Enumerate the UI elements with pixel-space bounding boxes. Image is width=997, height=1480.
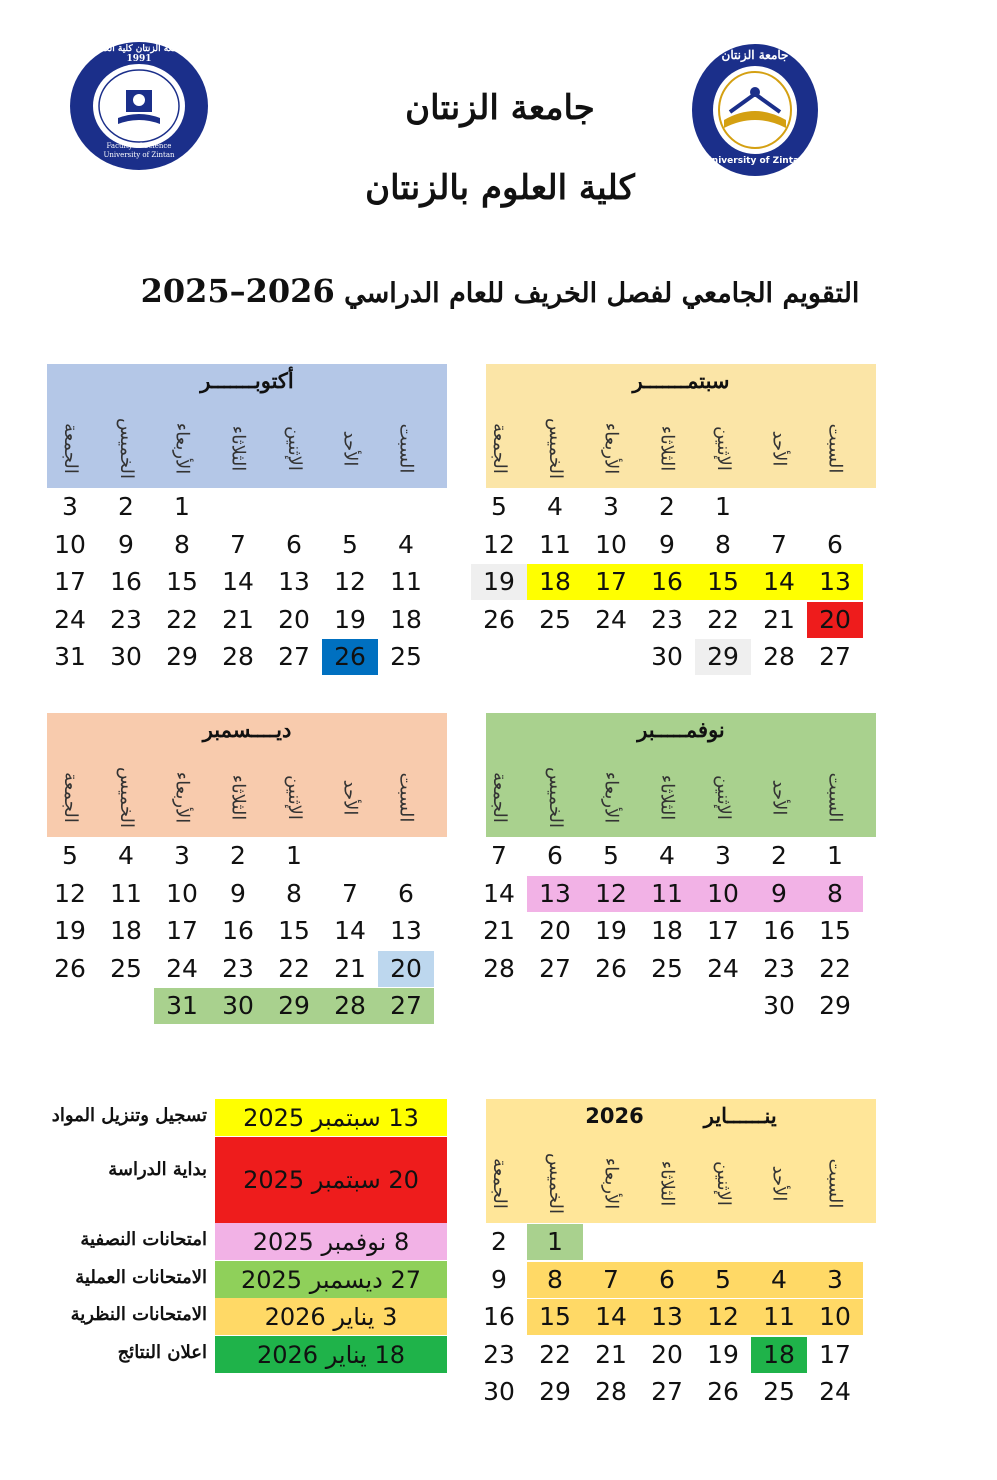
weekday-label: الأحد — [339, 779, 361, 815]
date-cell: 10 — [595, 529, 627, 559]
date-cell: 14 — [483, 878, 515, 908]
weekday-header — [98, 757, 154, 837]
date-cell: 29 — [707, 642, 739, 671]
date-cell: 22 — [166, 604, 198, 634]
date-cell: 10 — [819, 1302, 851, 1331]
weekday-header — [527, 757, 583, 837]
date-cell: 28 — [483, 953, 515, 983]
month-title-november — [486, 717, 876, 742]
weekday-header — [807, 408, 863, 488]
month-name: أكتوبـــــــر — [200, 368, 294, 393]
date-cell: 13 — [278, 567, 310, 596]
legend-label: امتحانات النصفية — [80, 1229, 207, 1250]
date-cell: 18 — [539, 567, 571, 596]
date-cell: 27 — [539, 953, 571, 983]
date-cell: 3 — [603, 492, 619, 521]
weekday-label: الأربعاء — [600, 771, 622, 823]
date-cell: 8 — [547, 1264, 563, 1294]
weekday-header — [210, 408, 266, 488]
weekday-label: الجمعة — [59, 771, 81, 823]
date-cell: 7 — [603, 1264, 619, 1294]
weekday-header — [322, 757, 378, 837]
date-cell: 12 — [483, 529, 515, 559]
date-cell: 22 — [278, 953, 310, 983]
date-cell: 6 — [659, 1264, 675, 1294]
date-cell: 16 — [763, 916, 795, 945]
date-cell: 17 — [54, 567, 86, 596]
date-cell: 30 — [222, 991, 254, 1020]
date-cell: 11 — [390, 567, 422, 596]
weekday-label: الأحد — [768, 430, 790, 466]
legend-date-box: 20 سبتمبر 2025 — [215, 1137, 447, 1223]
date-cell: 21 — [763, 604, 795, 634]
date-cell: 20 — [278, 604, 310, 634]
legend-date-box: 3 يناير 2026 — [215, 1298, 447, 1335]
month-title-october — [47, 368, 447, 393]
weekday-header — [583, 757, 639, 837]
date-cell: 12 — [54, 878, 86, 908]
date-cell: 26 — [595, 953, 627, 983]
legend-label: بداية الدراسة — [108, 1159, 207, 1180]
weekday-label: الإثنين — [712, 774, 734, 820]
university-title: جامعة الزنتان — [405, 88, 595, 128]
weekday-label: الثلاثاء — [656, 1160, 678, 1206]
date-cell: 21 — [483, 916, 515, 945]
date-cell: 15 — [707, 567, 739, 596]
date-cell: 25 — [390, 642, 422, 671]
date-cell: 13 — [390, 916, 422, 945]
date-cell: 25 — [651, 953, 683, 983]
legend-label: تسجيل وتنزيل المواد — [51, 1105, 207, 1126]
date-cell: 4 — [771, 1264, 787, 1294]
weekday-label: الجمعة — [488, 1157, 510, 1209]
date-cell: 25 — [110, 953, 142, 983]
date-cell: 24 — [707, 953, 739, 983]
weekday-label: الخميس — [544, 417, 566, 479]
weekday-label: الأحد — [768, 1165, 790, 1201]
date-cell: 8 — [286, 878, 302, 908]
date-cell: 22 — [819, 953, 851, 983]
date-cell: 24 — [166, 953, 198, 983]
date-cell: 6 — [398, 878, 414, 908]
date-cell: 16 — [483, 1302, 515, 1331]
date-cell: 8 — [715, 529, 731, 559]
weekday-header — [266, 408, 322, 488]
weekday-label: الأربعاء — [600, 1157, 622, 1209]
date-cell: 8 — [174, 529, 190, 559]
legend-date-box: 8 نوفمبر 2025 — [215, 1223, 447, 1260]
faculty-title: كلية العلوم بالزنتان — [365, 168, 635, 208]
weekday-label: الأربعاء — [171, 422, 193, 474]
date-cell: 13 — [819, 567, 851, 596]
legend-date-box: 13 سبتمبر 2025 — [215, 1099, 447, 1136]
date-cell: 16 — [110, 567, 142, 596]
university-logo-arabic-text: جامعة الزنتان — [721, 48, 789, 62]
date-cell: 10 — [54, 529, 86, 559]
date-cell: 4 — [547, 492, 563, 521]
weekday-header — [639, 757, 695, 837]
weekday-header — [807, 1143, 863, 1223]
date-cell: 9 — [230, 878, 246, 908]
month-year: 2026 — [585, 1104, 644, 1128]
weekday-header — [154, 757, 210, 837]
date-cell: 19 — [707, 1339, 739, 1369]
month-name: نوفمـــــبر — [637, 717, 725, 742]
date-cell: 12 — [334, 567, 366, 596]
date-cell: 3 — [715, 841, 731, 870]
date-cell: 14 — [222, 567, 254, 596]
date-cell: 19 — [483, 567, 515, 596]
weekday-label: الإثنين — [712, 1160, 734, 1206]
date-cell: 27 — [278, 642, 310, 671]
date-cell: 1 — [174, 492, 190, 521]
month-november — [483, 713, 876, 1033]
date-cell: 2 — [659, 492, 675, 521]
date-cell: 11 — [651, 878, 683, 908]
weekday-label: الثلاثاء — [227, 425, 249, 471]
date-cell: 25 — [763, 1377, 795, 1406]
date-cell: 11 — [763, 1302, 795, 1331]
date-cell: 24 — [595, 604, 627, 634]
month-title-september — [486, 368, 876, 393]
date-cell: 17 — [595, 567, 627, 596]
weekday-label: الجمعة — [488, 771, 510, 823]
date-cell: 15 — [166, 567, 198, 596]
date-cell: 17 — [819, 1339, 851, 1369]
weekday-header — [695, 757, 751, 837]
date-cell: 16 — [651, 567, 683, 596]
weekday-header — [42, 408, 98, 488]
date-cell: 7 — [342, 878, 358, 908]
date-cell: 31 — [54, 642, 86, 671]
weekday-header — [639, 408, 695, 488]
date-cell: 26 — [334, 642, 366, 671]
weekday-label: الثلاثاء — [656, 425, 678, 471]
weekday-label: الأربعاء — [171, 771, 193, 823]
date-cell: 19 — [54, 916, 86, 945]
legend-date-box: 27 ديسمبر 2025 — [215, 1261, 447, 1298]
date-cell: 13 — [539, 878, 571, 908]
weekday-header — [378, 408, 434, 488]
date-cell: 27 — [819, 642, 851, 671]
weekday-header — [527, 408, 583, 488]
weekday-label: الخميس — [115, 417, 137, 479]
date-cell: 21 — [334, 953, 366, 983]
date-cell: 19 — [595, 916, 627, 945]
weekday-header — [210, 757, 266, 837]
weekday-label: الثلاثاء — [656, 774, 678, 820]
date-cell: 23 — [763, 953, 795, 983]
date-cell: 18 — [651, 916, 683, 945]
date-cell: 4 — [118, 841, 134, 870]
date-cell: 3 — [827, 1264, 843, 1294]
date-cell: 2 — [118, 492, 134, 521]
weekday-label: الثلاثاء — [227, 774, 249, 820]
weekday-header — [471, 1143, 527, 1223]
date-cell: 17 — [166, 916, 198, 945]
date-cell: 26 — [707, 1377, 739, 1406]
date-cell: 28 — [334, 991, 366, 1020]
date-cell: 13 — [651, 1302, 683, 1331]
date-cell: 26 — [54, 953, 86, 983]
date-cell: 11 — [110, 878, 142, 908]
weekday-label: الإثنين — [283, 425, 305, 471]
month-name: ينــــــاير — [703, 1103, 777, 1128]
weekday-label: الأربعاء — [600, 422, 622, 474]
weekday-header — [471, 408, 527, 488]
date-cell: 31 — [166, 991, 198, 1020]
date-cell: 3 — [62, 492, 78, 521]
month-title-january — [486, 1103, 876, 1128]
date-cell: 14 — [595, 1302, 627, 1331]
date-cell: 21 — [595, 1339, 627, 1369]
date-cell: 20 — [539, 916, 571, 945]
date-cell: 1 — [827, 841, 843, 870]
month-october — [47, 364, 447, 684]
weekday-header — [471, 757, 527, 837]
date-cell: 11 — [539, 529, 571, 559]
weekday-header — [42, 757, 98, 837]
date-cell: 23 — [483, 1339, 515, 1369]
date-cell: 2 — [771, 841, 787, 870]
date-cell: 22 — [707, 604, 739, 634]
date-cell: 4 — [398, 529, 414, 559]
date-cell: 14 — [763, 567, 795, 596]
date-cell: 21 — [222, 604, 254, 634]
date-cell: 6 — [827, 529, 843, 559]
date-cell: 28 — [763, 642, 795, 671]
date-cell: 1 — [547, 1227, 563, 1256]
date-cell: 17 — [707, 916, 739, 945]
date-cell: 5 — [62, 841, 78, 870]
date-cell: 20 — [390, 953, 422, 983]
date-cell: 28 — [222, 642, 254, 671]
date-cell: 23 — [651, 604, 683, 634]
date-cell: 5 — [491, 492, 507, 521]
legend-label: الامتحانات العملية — [75, 1267, 207, 1288]
date-cell: 25 — [539, 604, 571, 634]
date-cell: 7 — [771, 529, 787, 559]
weekday-header — [154, 408, 210, 488]
date-cell: 22 — [539, 1339, 571, 1369]
date-cell: 28 — [595, 1377, 627, 1406]
date-cell: 30 — [110, 642, 142, 671]
date-cell: 4 — [659, 841, 675, 870]
weekday-header — [527, 1143, 583, 1223]
month-december — [47, 713, 447, 1033]
weekday-label: الجمعة — [488, 422, 510, 474]
date-cell: 24 — [819, 1377, 851, 1406]
calendar-title-year: 2025–2026 — [140, 272, 335, 310]
weekday-header — [751, 1143, 807, 1223]
date-cell: 14 — [334, 916, 366, 945]
date-cell: 5 — [603, 841, 619, 870]
date-cell: 29 — [166, 642, 198, 671]
date-cell: 2 — [230, 841, 246, 870]
month-name: سبتمـــــــر — [632, 368, 730, 393]
date-cell: 1 — [715, 492, 731, 521]
weekday-header — [583, 1143, 639, 1223]
weekday-label: السبت — [824, 423, 846, 473]
weekday-label: السبت — [395, 772, 417, 822]
weekday-header — [807, 757, 863, 837]
faculty-of-science-logo — [68, 40, 210, 172]
weekday-label: الإثنين — [712, 425, 734, 471]
date-cell: 15 — [819, 916, 851, 945]
weekday-header — [751, 408, 807, 488]
date-cell: 10 — [166, 878, 198, 908]
date-cell: 16 — [222, 916, 254, 945]
weekday-header — [583, 408, 639, 488]
date-cell: 7 — [230, 529, 246, 559]
date-cell: 23 — [222, 953, 254, 983]
legend-date-box: 18 يناير 2026 — [215, 1336, 447, 1373]
weekday-header — [322, 408, 378, 488]
date-cell: 20 — [819, 604, 851, 634]
date-cell: 7 — [491, 841, 507, 870]
university-logo-english-text: University of Zintan — [704, 156, 806, 166]
weekday-label: الإثنين — [283, 774, 305, 820]
date-cell: 30 — [483, 1377, 515, 1406]
date-cell: 9 — [771, 878, 787, 908]
month-title-december — [47, 717, 447, 742]
calendar-title — [100, 272, 900, 310]
date-cell: 29 — [278, 991, 310, 1020]
date-cell: 8 — [827, 878, 843, 908]
date-cell: 9 — [491, 1264, 507, 1294]
weekday-label: الخميس — [115, 766, 137, 828]
date-cell: 27 — [390, 991, 422, 1020]
date-cell: 18 — [390, 604, 422, 634]
date-cell: 2 — [491, 1227, 507, 1256]
date-cell: 12 — [595, 878, 627, 908]
weekday-header — [751, 757, 807, 837]
legend-label: الامتحانات النظرية — [70, 1304, 207, 1325]
date-cell: 6 — [547, 841, 563, 870]
legend-label: اعلان النتائج — [117, 1342, 207, 1363]
weekday-header — [378, 757, 434, 837]
faculty-logo-english-text: Faculty of Science University of Zintan — [103, 142, 175, 159]
calendar-title-text: التقويم الجامعي لفصل الخريف للعام الدراسي — [344, 278, 860, 309]
date-cell: 5 — [715, 1264, 731, 1294]
date-cell: 12 — [707, 1302, 739, 1331]
faculty-logo-arabic-text: جامعة الزنتان كلية العلوم 1991 — [91, 44, 187, 64]
date-cell: 19 — [334, 604, 366, 634]
weekday-label: الجمعة — [59, 422, 81, 474]
date-cell: 18 — [110, 916, 142, 945]
weekday-header — [695, 1143, 751, 1223]
date-cell: 20 — [651, 1339, 683, 1369]
weekday-header — [695, 408, 751, 488]
date-cell: 29 — [819, 991, 851, 1020]
date-cell: 29 — [539, 1377, 571, 1406]
date-cell: 9 — [659, 529, 675, 559]
weekday-label: السبت — [824, 772, 846, 822]
weekday-header — [98, 408, 154, 488]
date-cell: 3 — [174, 841, 190, 870]
weekday-label: الأحد — [339, 430, 361, 466]
date-cell: 15 — [278, 916, 310, 945]
date-cell: 30 — [651, 642, 683, 671]
weekday-label: الخميس — [544, 766, 566, 828]
weekday-header — [639, 1143, 695, 1223]
date-cell: 27 — [651, 1377, 683, 1406]
date-cell: 1 — [286, 841, 302, 870]
date-cell: 10 — [707, 878, 739, 908]
month-name: ديــــسمبر — [202, 717, 292, 742]
date-cell: 23 — [110, 604, 142, 634]
date-cell: 15 — [539, 1302, 571, 1331]
weekday-label: الخميس — [544, 1152, 566, 1214]
month-january — [483, 1099, 876, 1419]
month-september — [483, 364, 876, 684]
weekday-label: السبت — [395, 423, 417, 473]
date-cell: 18 — [763, 1339, 795, 1369]
weekday-header — [266, 757, 322, 837]
weekday-label: السبت — [824, 1158, 846, 1208]
date-cell: 9 — [118, 529, 134, 559]
weekday-label: الأحد — [768, 779, 790, 815]
date-cell: 26 — [483, 604, 515, 634]
date-cell: 24 — [54, 604, 86, 634]
date-cell: 6 — [286, 529, 302, 559]
date-cell: 5 — [342, 529, 358, 559]
date-cell: 30 — [763, 991, 795, 1020]
